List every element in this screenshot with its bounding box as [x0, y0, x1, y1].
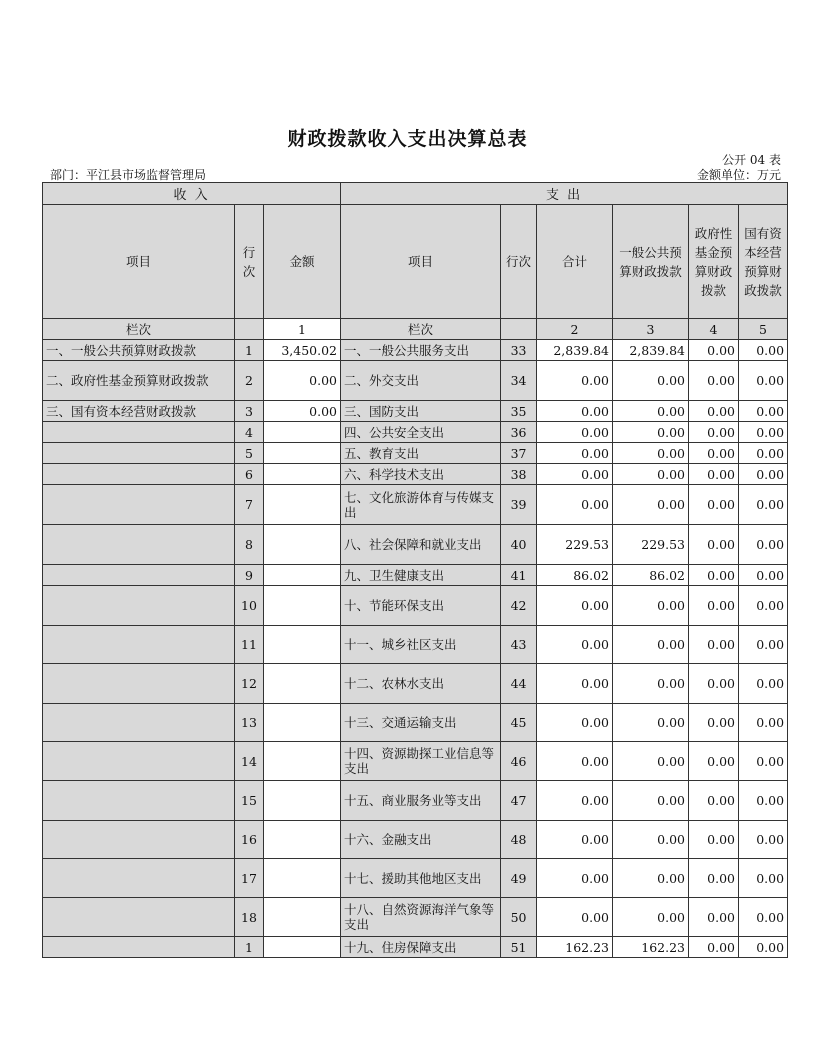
- income-item-cell: [43, 937, 235, 958]
- state-capital-cell: 0.00: [739, 626, 788, 664]
- table-header: [43, 183, 788, 340]
- amount-unit-label: 金额单位：万元: [696, 168, 781, 182]
- expense-item-cell: 七、文化旅游体育与传媒支出: [341, 485, 501, 525]
- expense-line-no-cell: 48: [501, 821, 537, 859]
- general-budget-cell: 0.00: [613, 664, 689, 704]
- gov-fund-cell: 0.00: [689, 422, 739, 443]
- general-budget-cell: 0.00: [613, 361, 689, 401]
- gov-fund-cell: 0.00: [689, 898, 739, 937]
- expense-line-no-cell: 42: [501, 586, 537, 626]
- column-index-label: 栏次: [43, 319, 235, 340]
- income-amount-cell: [264, 464, 341, 485]
- table-row: [43, 340, 788, 361]
- income-amount-cell: [264, 586, 341, 626]
- column-index-3: 3: [613, 319, 689, 340]
- general-budget-cell: 86.02: [613, 565, 689, 586]
- budget-summary-table: [42, 182, 788, 958]
- expense-line-no-cell: 46: [501, 742, 537, 781]
- total-cell: 0.00: [537, 742, 613, 781]
- state-capital-cell: 0.00: [739, 443, 788, 464]
- expense-line-header: 行次: [501, 205, 537, 319]
- state-capital-cell: 0.00: [739, 821, 788, 859]
- income-amount-cell: [264, 443, 341, 464]
- state-capital-cell: 0.00: [739, 859, 788, 898]
- column-index-1: 1: [264, 319, 341, 340]
- expense-item-cell: 十二、农林水支出: [341, 664, 501, 704]
- column-index-label: 栏次: [341, 319, 501, 340]
- state-capital-cell: 0.00: [739, 781, 788, 821]
- expense-item-cell: 八、社会保障和就业支出: [341, 525, 501, 565]
- income-line-no-cell: 14: [235, 742, 264, 781]
- table-row: [43, 443, 788, 464]
- expense-line-no-cell: 49: [501, 859, 537, 898]
- income-item-cell: [43, 781, 235, 821]
- total-cell: 0.00: [537, 664, 613, 704]
- income-line-no-cell: 11: [235, 626, 264, 664]
- table-row: [43, 586, 788, 626]
- state-capital-cell: 0.00: [739, 664, 788, 704]
- general-budget-cell: 0.00: [613, 485, 689, 525]
- income-item-cell: [43, 464, 235, 485]
- gov-fund-cell: 0.00: [689, 525, 739, 565]
- expense-section-header: 支 出: [341, 183, 788, 205]
- general-budget-cell: 0.00: [613, 781, 689, 821]
- table-row: [43, 859, 788, 898]
- general-budget-cell: 0.00: [613, 742, 689, 781]
- income-item-cell: [43, 586, 235, 626]
- expense-item-cell: 十五、商业服务业等支出: [341, 781, 501, 821]
- expense-line-no-cell: 41: [501, 565, 537, 586]
- income-amount-cell: [264, 742, 341, 781]
- income-line-no-cell: 5: [235, 443, 264, 464]
- expense-item-cell: 二、外交支出: [341, 361, 501, 401]
- expense-item-cell: 十六、金融支出: [341, 821, 501, 859]
- general-budget-cell: 0.00: [613, 464, 689, 485]
- general-budget-cell: 0.00: [613, 704, 689, 742]
- expense-line-no-cell: 38: [501, 464, 537, 485]
- column-index-blank: [501, 319, 537, 340]
- income-item-cell: [43, 443, 235, 464]
- general-budget-cell: 0.00: [613, 422, 689, 443]
- expense-line-no-cell: 33: [501, 340, 537, 361]
- department-label: 部门：平江县市场监督管理局: [50, 168, 207, 182]
- income-amount-cell: [264, 664, 341, 704]
- income-amount-cell: 0.00: [264, 361, 341, 401]
- expense-line-no-cell: 45: [501, 704, 537, 742]
- form-number: 公开 04 表: [722, 153, 781, 167]
- income-item-cell: [43, 859, 235, 898]
- table-body: [43, 340, 788, 958]
- general-budget-cell: 0.00: [613, 626, 689, 664]
- expense-line-no-cell: 43: [501, 626, 537, 664]
- table-row: [43, 485, 788, 525]
- income-item-cell: [43, 422, 235, 443]
- gov-fund-cell: 0.00: [689, 704, 739, 742]
- general-budget-cell: 2,839.84: [613, 340, 689, 361]
- table-row: [43, 361, 788, 401]
- state-capital-cell: 0.00: [739, 361, 788, 401]
- income-line-no-cell: 1: [235, 937, 264, 958]
- table-row: [43, 664, 788, 704]
- gov-fund-cell: 0.00: [689, 464, 739, 485]
- income-line-no-cell: 2: [235, 361, 264, 401]
- expense-item-cell: 三、国防支出: [341, 401, 501, 422]
- table-row: [43, 898, 788, 937]
- total-cell: 229.53: [537, 525, 613, 565]
- income-amount-cell: [264, 525, 341, 565]
- income-item-cell: [43, 898, 235, 937]
- total-cell: 0.00: [537, 485, 613, 525]
- income-item-cell: [43, 485, 235, 525]
- expense-line-no-cell: 44: [501, 664, 537, 704]
- state-capital-cell: 0.00: [739, 704, 788, 742]
- gov-fund-cell: 0.00: [689, 565, 739, 586]
- income-amount-cell: [264, 626, 341, 664]
- income-line-no-cell: 12: [235, 664, 264, 704]
- expense-line-no-cell: 37: [501, 443, 537, 464]
- gov-fund-cell: 0.00: [689, 485, 739, 525]
- table-row: [43, 525, 788, 565]
- state-capital-cell: 0.00: [739, 937, 788, 958]
- total-cell: 0.00: [537, 821, 613, 859]
- income-line-no-cell: 13: [235, 704, 264, 742]
- table-row: [43, 821, 788, 859]
- general-budget-cell: 0.00: [613, 586, 689, 626]
- income-line-no-cell: 4: [235, 422, 264, 443]
- expense-line-no-cell: 40: [501, 525, 537, 565]
- expense-item-cell: 十、节能环保支出: [341, 586, 501, 626]
- income-line-no-cell: 17: [235, 859, 264, 898]
- income-amount-cell: [264, 859, 341, 898]
- expense-item-header: 项目: [341, 205, 501, 319]
- expense-line-no-cell: 50: [501, 898, 537, 937]
- gov-fund-cell: 0.00: [689, 821, 739, 859]
- gov-fund-cell: 0.00: [689, 443, 739, 464]
- state-capital-cell: 0.00: [739, 742, 788, 781]
- income-amount-cell: 3,450.02: [264, 340, 341, 361]
- income-item-cell: [43, 565, 235, 586]
- income-item-cell: [43, 742, 235, 781]
- expense-item-cell: 十一、城乡社区支出: [341, 626, 501, 664]
- state-capital-cell: 0.00: [739, 401, 788, 422]
- income-item-cell: 三、国有资本经营财政拨款: [43, 401, 235, 422]
- income-line-no-cell: 7: [235, 485, 264, 525]
- total-cell: 0.00: [537, 401, 613, 422]
- gov-fund-cell: 0.00: [689, 586, 739, 626]
- gov-fund-cell: 0.00: [689, 401, 739, 422]
- state-capital-cell: 0.00: [739, 485, 788, 525]
- gov-fund-cell: 0.00: [689, 361, 739, 401]
- total-cell: 0.00: [537, 626, 613, 664]
- total-cell: 0.00: [537, 361, 613, 401]
- table-row: [43, 401, 788, 422]
- income-line-header: 行次: [235, 205, 264, 319]
- expense-item-cell: 十七、援助其他地区支出: [341, 859, 501, 898]
- income-line-no-cell: 10: [235, 586, 264, 626]
- total-header: 合计: [537, 205, 613, 319]
- table-row: [43, 704, 788, 742]
- income-amount-cell: [264, 821, 341, 859]
- expense-line-no-cell: 36: [501, 422, 537, 443]
- income-line-no-cell: 18: [235, 898, 264, 937]
- general-budget-cell: 0.00: [613, 859, 689, 898]
- expense-item-cell: 十九、住房保障支出: [341, 937, 501, 958]
- income-item-cell: 二、政府性基金预算财政拨款: [43, 361, 235, 401]
- gov-fund-cell: 0.00: [689, 937, 739, 958]
- general-budget-cell: 162.23: [613, 937, 689, 958]
- income-amount-header: 金额: [264, 205, 341, 319]
- income-line-no-cell: 9: [235, 565, 264, 586]
- expense-item-cell: 六、科学技术支出: [341, 464, 501, 485]
- income-line-no-cell: 16: [235, 821, 264, 859]
- income-item-header: 项目: [43, 205, 235, 319]
- income-line-no-cell: 8: [235, 525, 264, 565]
- income-amount-cell: [264, 704, 341, 742]
- general-budget-header: 一般公共预算财政拨款: [613, 205, 689, 319]
- income-item-cell: [43, 704, 235, 742]
- income-line-no-cell: 15: [235, 781, 264, 821]
- income-amount-cell: 0.00: [264, 401, 341, 422]
- column-index-4: 4: [689, 319, 739, 340]
- total-cell: 86.02: [537, 565, 613, 586]
- income-amount-cell: [264, 937, 341, 958]
- expense-item-cell: 十八、自然资源海洋气象等支出: [341, 898, 501, 937]
- page-title: 财政拨款收入支出决算总表: [287, 128, 528, 150]
- expense-item-cell: 十三、交通运输支出: [341, 704, 501, 742]
- income-amount-cell: [264, 898, 341, 937]
- general-budget-cell: 0.00: [613, 401, 689, 422]
- general-budget-cell: 0.00: [613, 443, 689, 464]
- table-row: [43, 781, 788, 821]
- column-index-5: 5: [739, 319, 788, 340]
- expense-item-cell: 十四、资源勘探工业信息等支出: [341, 742, 501, 781]
- income-line-no-cell: 6: [235, 464, 264, 485]
- state-capital-cell: 0.00: [739, 565, 788, 586]
- income-item-cell: [43, 821, 235, 859]
- total-cell: 0.00: [537, 859, 613, 898]
- expense-item-cell: 一、一般公共服务支出: [341, 340, 501, 361]
- state-capital-cell: 0.00: [739, 464, 788, 485]
- gov-fund-cell: 0.00: [689, 340, 739, 361]
- income-line-no-cell: 1: [235, 340, 264, 361]
- income-amount-cell: [264, 422, 341, 443]
- column-index-blank: [235, 319, 264, 340]
- general-budget-cell: 0.00: [613, 898, 689, 937]
- total-cell: 0.00: [537, 586, 613, 626]
- total-cell: 162.23: [537, 937, 613, 958]
- total-cell: 0.00: [537, 898, 613, 937]
- total-cell: 0.00: [537, 704, 613, 742]
- expense-item-cell: 四、公共安全支出: [341, 422, 501, 443]
- table-row: [43, 937, 788, 958]
- total-cell: 0.00: [537, 443, 613, 464]
- income-item-cell: [43, 626, 235, 664]
- income-amount-cell: [264, 781, 341, 821]
- expense-line-no-cell: 34: [501, 361, 537, 401]
- state-capital-cell: 0.00: [739, 525, 788, 565]
- income-item-cell: 一、一般公共预算财政拨款: [43, 340, 235, 361]
- gov-fund-header: 政府性基金预算财政拨款: [689, 205, 739, 319]
- gov-fund-cell: 0.00: [689, 781, 739, 821]
- income-item-cell: [43, 525, 235, 565]
- expense-item-cell: 九、卫生健康支出: [341, 565, 501, 586]
- total-cell: 0.00: [537, 422, 613, 443]
- table-row: [43, 464, 788, 485]
- table-row: [43, 742, 788, 781]
- income-line-no-cell: 3: [235, 401, 264, 422]
- expense-line-no-cell: 39: [501, 485, 537, 525]
- state-capital-cell: 0.00: [739, 586, 788, 626]
- general-budget-cell: 0.00: [613, 821, 689, 859]
- expense-line-no-cell: 47: [501, 781, 537, 821]
- table-row: [43, 626, 788, 664]
- gov-fund-cell: 0.00: [689, 626, 739, 664]
- total-cell: 2,839.84: [537, 340, 613, 361]
- expense-line-no-cell: 35: [501, 401, 537, 422]
- column-index-2: 2: [537, 319, 613, 340]
- state-capital-header: 国有资本经营预算财政拨款: [739, 205, 788, 319]
- income-amount-cell: [264, 485, 341, 525]
- state-capital-cell: 0.00: [739, 340, 788, 361]
- income-item-cell: [43, 664, 235, 704]
- table-row: [43, 565, 788, 586]
- gov-fund-cell: 0.00: [689, 664, 739, 704]
- total-cell: 0.00: [537, 781, 613, 821]
- gov-fund-cell: 0.00: [689, 742, 739, 781]
- state-capital-cell: 0.00: [739, 422, 788, 443]
- expense-item-cell: 五、教育支出: [341, 443, 501, 464]
- expense-line-no-cell: 51: [501, 937, 537, 958]
- income-section-header: 收 入: [43, 183, 341, 205]
- state-capital-cell: 0.00: [739, 898, 788, 937]
- gov-fund-cell: 0.00: [689, 859, 739, 898]
- general-budget-cell: 229.53: [613, 525, 689, 565]
- total-cell: 0.00: [537, 464, 613, 485]
- income-amount-cell: [264, 565, 341, 586]
- table-row: [43, 422, 788, 443]
